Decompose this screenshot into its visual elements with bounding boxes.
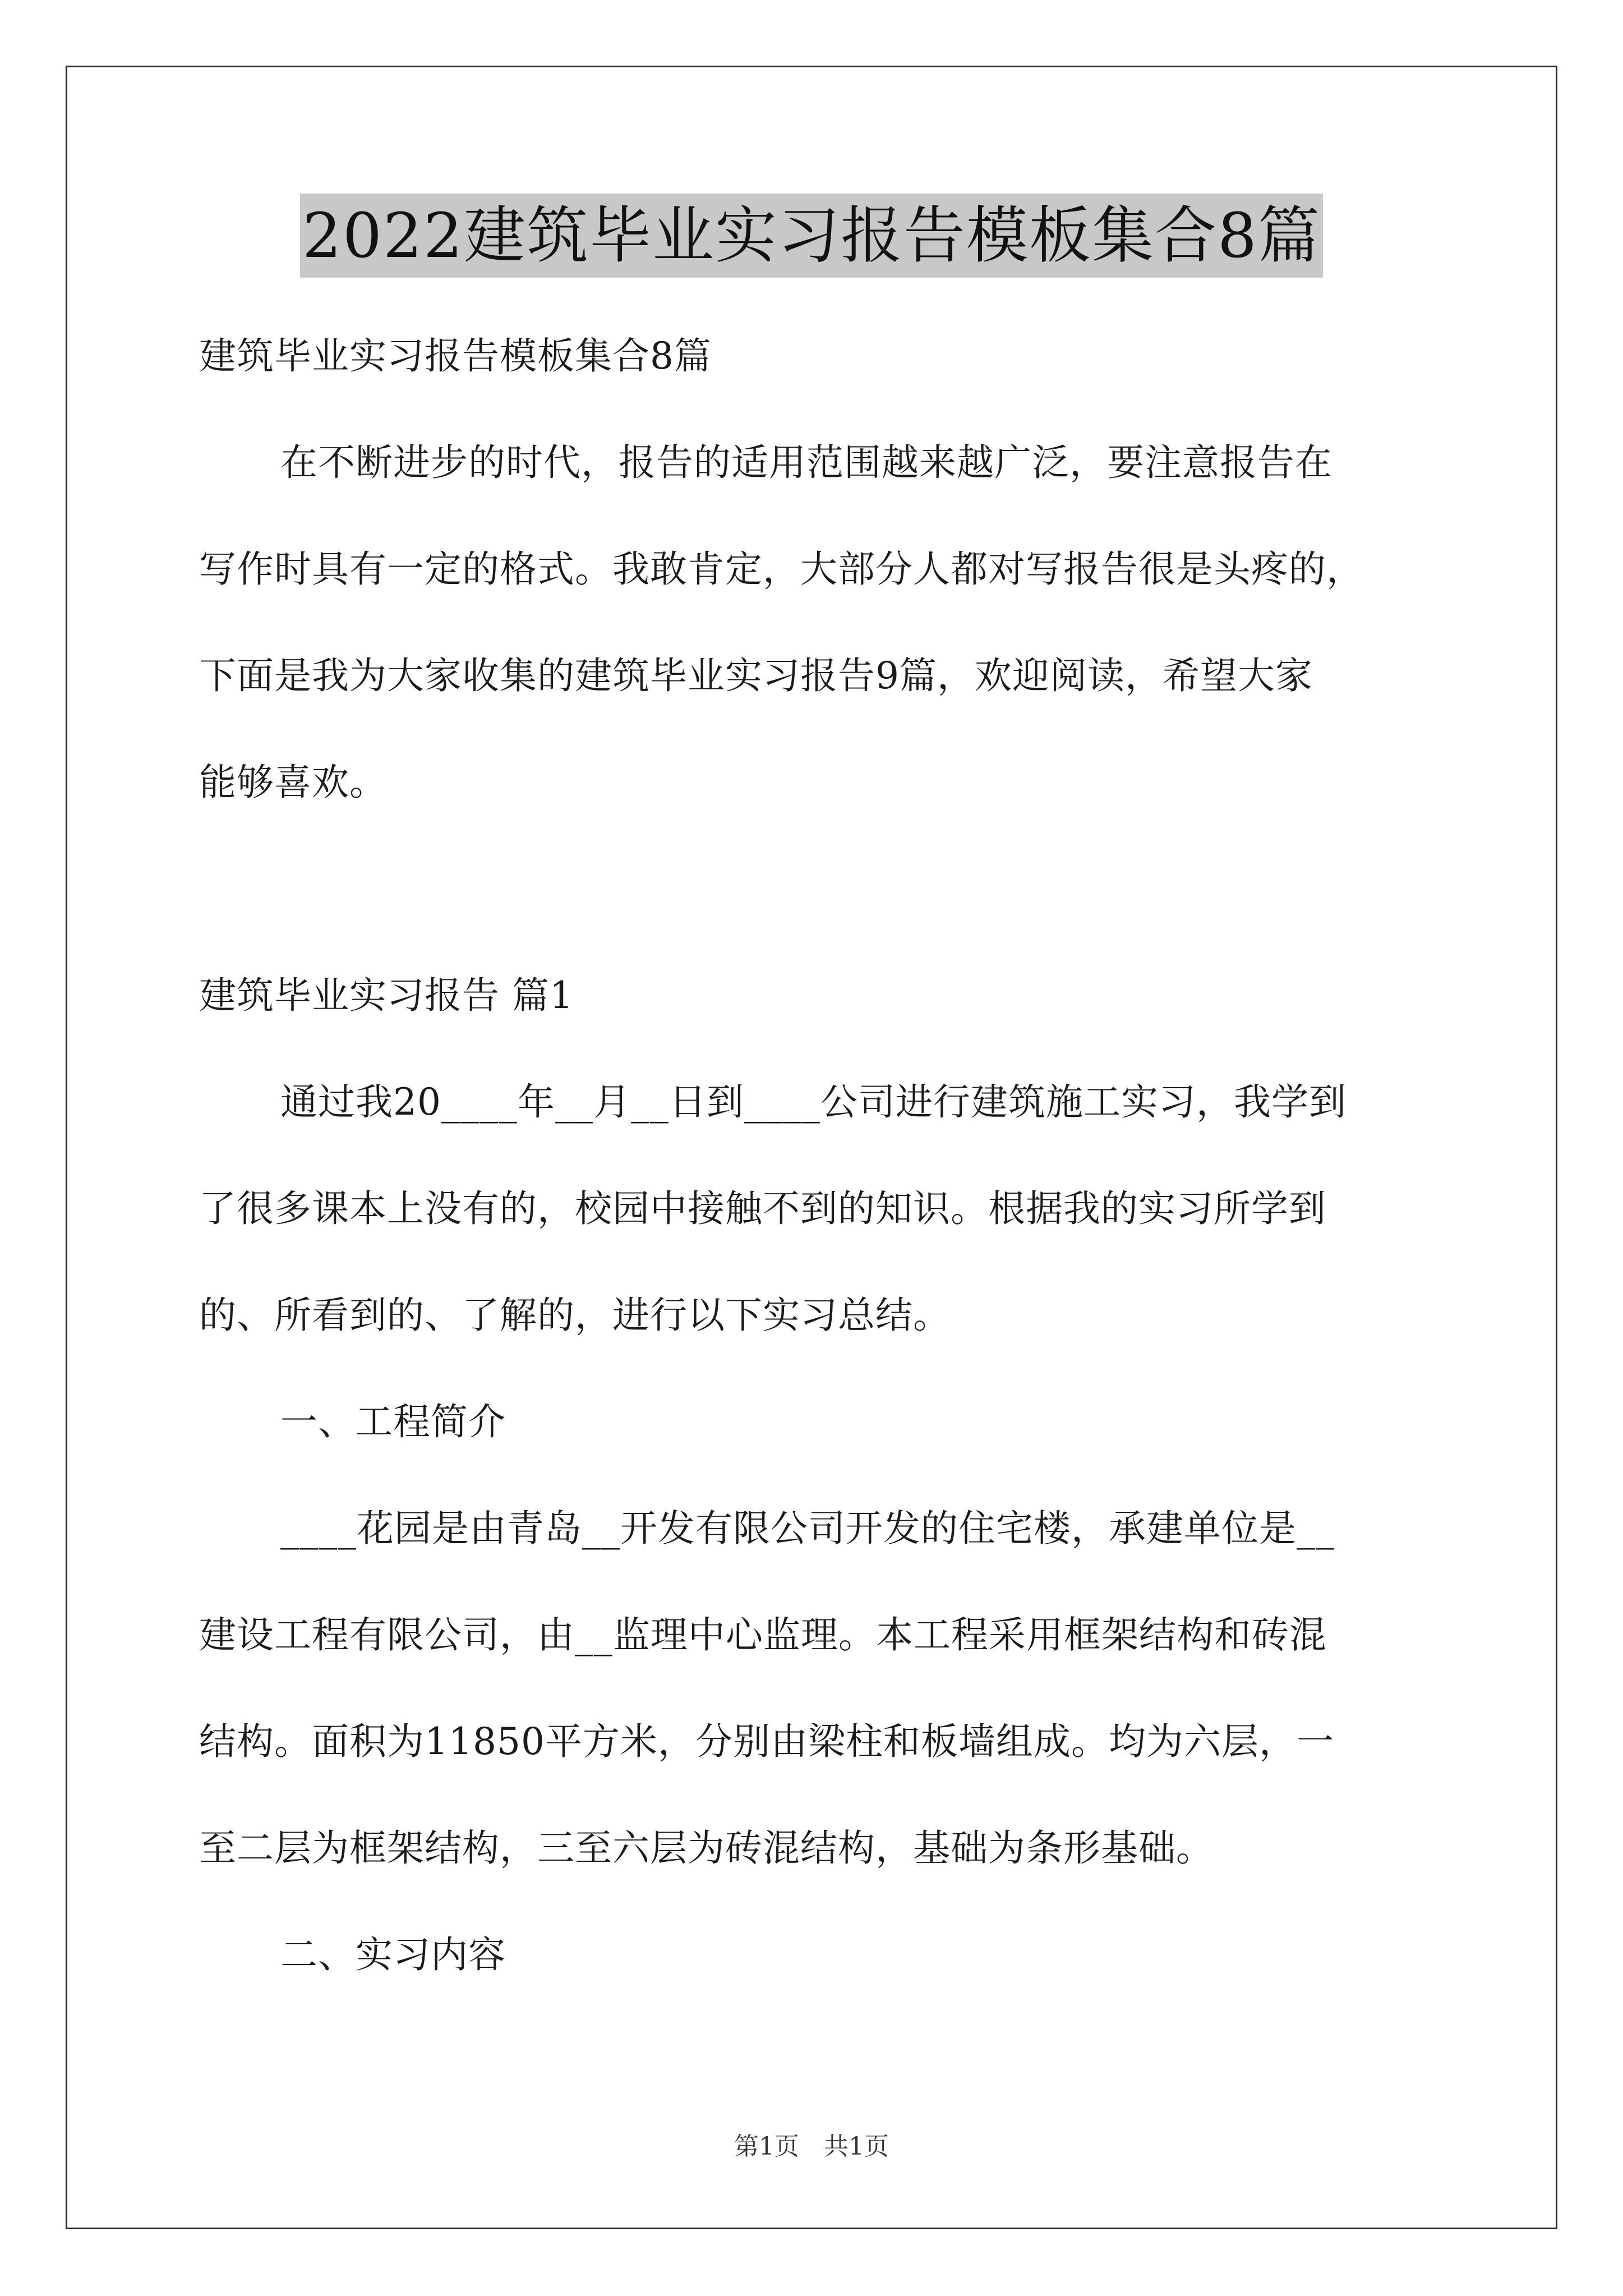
intro-line-1: 在不断进步的时代，报告的适用范围越来越广泛，要注意报告在 [280,441,1332,484]
document-body [199,303,1438,2008]
para1-line-1: 通过我20____年__月__日到____公司进行建筑施工实习，我学到 [280,1080,1347,1124]
heading-internship-content: 二、实习内容 [280,1933,506,1976]
para2-line-3: 结构。面积为11850平方米，分别由梁柱和板墙组成。均为六层，一 [199,1720,1334,1763]
section-heading: 建筑毕业实习报告 篇1 [199,974,574,1017]
para1-line-2: 了很多课本上没有的，校园中接触不到的知识。根据我的实习所学到 [199,1187,1326,1230]
document-title: 2022建筑毕业实习报告模板集合8篇 [300,194,1323,278]
page-footer: 第1页 共1页 [734,2132,889,2161]
document-subtitle: 建筑毕业实习报告模板集合8篇 [199,334,712,378]
intro-line-3: 下面是我为大家收集的建筑毕业实习报告9篇，欢迎阅读，希望大家 [199,654,1313,697]
title-container [0,194,1623,278]
para2-line-4: 至二层为框架结构，三至六层为砖混结构，基础为条形基础。 [199,1826,1214,1870]
heading-project-intro: 一、工程简介 [280,1400,506,1443]
spacer [199,836,1438,942]
intro-line-2: 写作时具有一定的格式。我敢肯定，大部分人都对写报告很是头疼的， [199,547,1364,591]
para2-line-1: ____花园是由青岛__开发有限公司开发的住宅楼，承建单位是__ [280,1507,1335,1550]
intro-line-4: 能够喜欢。 [199,761,387,804]
para2-line-2: 建设工程有限公司，由__监理中心监理。本工程采用框架结构和砖混 [199,1613,1327,1657]
para1-line-3: 的、所看到的、了解的，进行以下实习总结。 [199,1294,951,1337]
